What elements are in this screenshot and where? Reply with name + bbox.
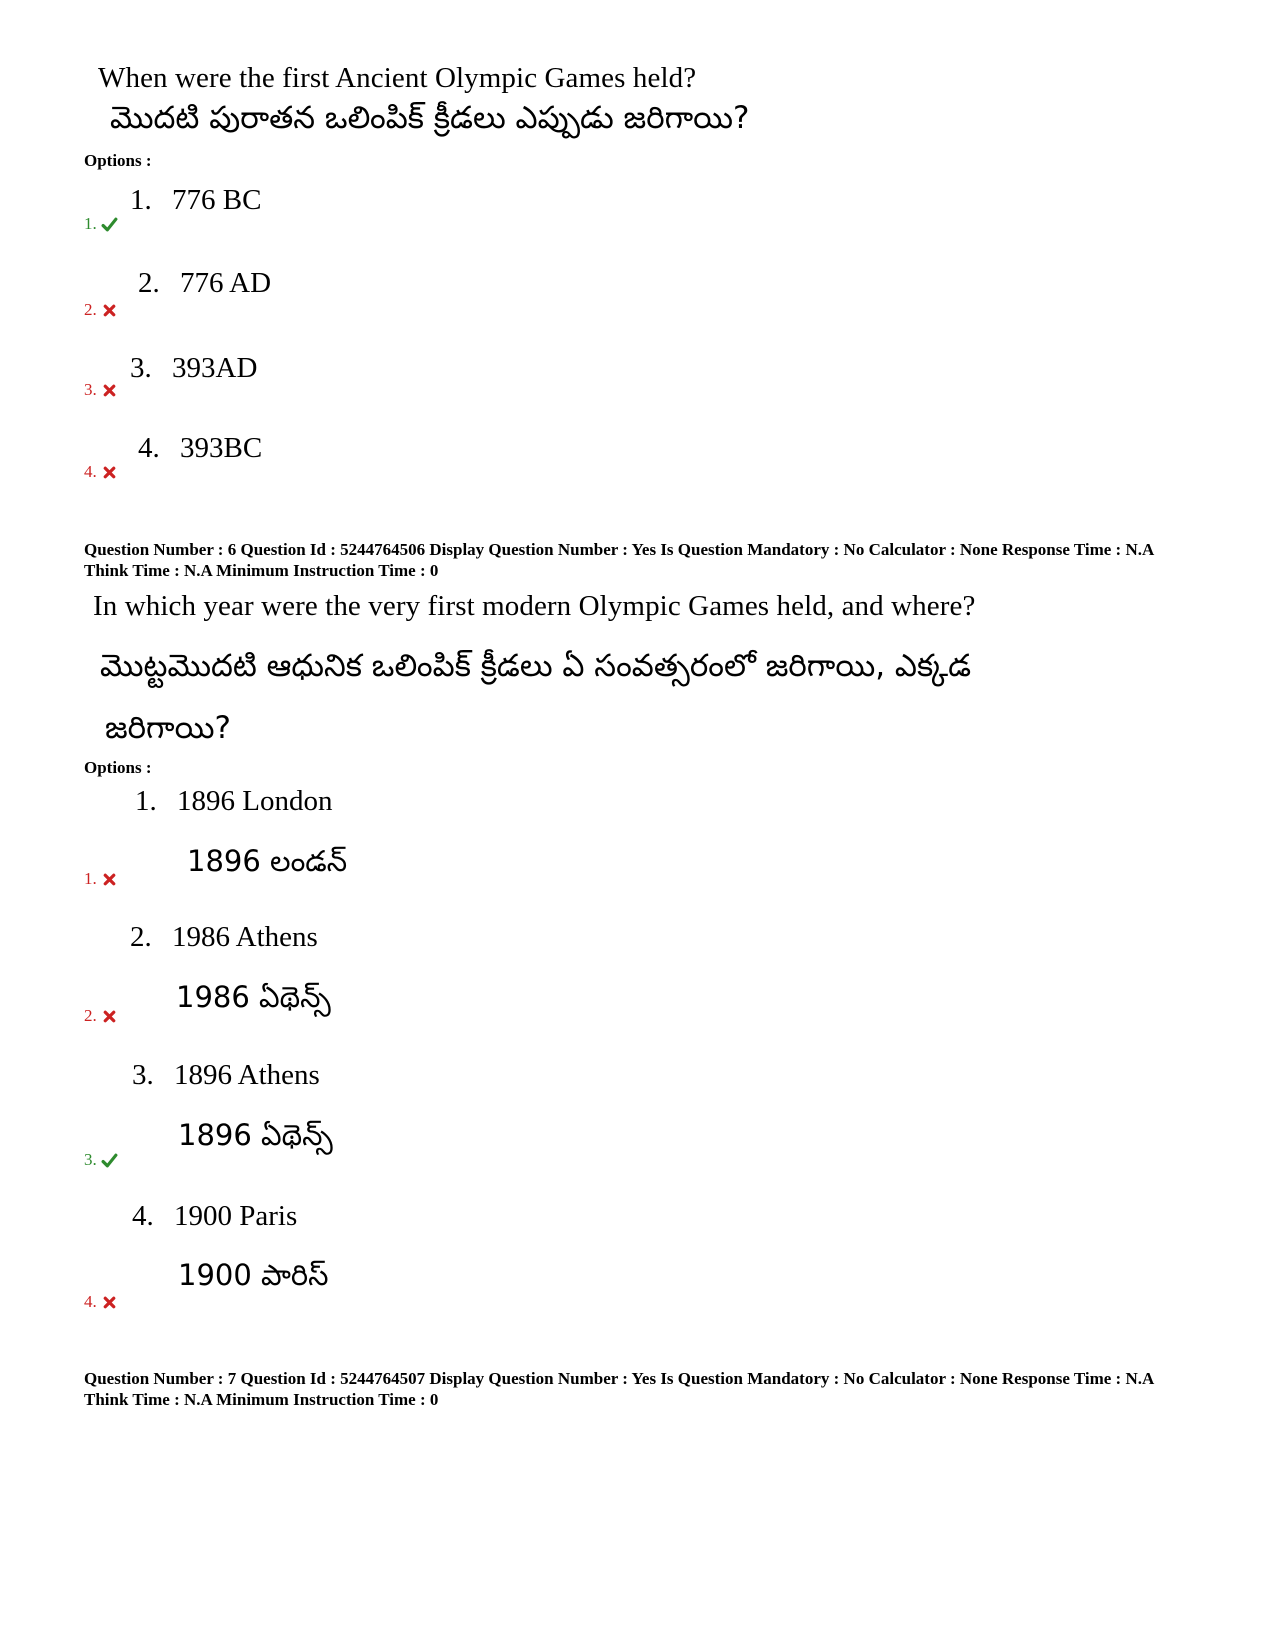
option-text-te: 1896 లండన్ xyxy=(187,844,348,878)
option-value: 776 AD xyxy=(180,267,272,299)
option-index xyxy=(84,1150,118,1170)
option-number: 4. xyxy=(138,432,160,464)
option-index-label: 2. xyxy=(84,1006,97,1025)
option-text-te: 1986 ఏథెన్స్ xyxy=(176,980,331,1014)
option-text xyxy=(132,1059,320,1092)
option-text xyxy=(130,921,318,954)
question-text-te: మొట్టమొదటి ఆధునిక ఒలింపిక్ క్రీడలు ఏ సంవత్సరంలో జరిగాయి, ఎక్కడ xyxy=(100,648,972,684)
option-value: 393AD xyxy=(172,352,258,384)
option-number: 2. xyxy=(138,267,160,299)
option-text-te: 1900 పారిస్ xyxy=(178,1258,329,1292)
option-number: 4. xyxy=(132,1200,154,1232)
option-number: 3. xyxy=(130,352,152,384)
option-value: 1900 Paris xyxy=(174,1200,298,1232)
cross-icon xyxy=(101,464,118,481)
option-index-label: 1. xyxy=(84,869,97,888)
option-text xyxy=(135,785,332,818)
option-index xyxy=(84,214,118,234)
question-text-en: When were the first Ancient Olympic Games held? xyxy=(98,62,697,94)
option-value: 1896 London xyxy=(177,785,333,817)
option-index xyxy=(84,462,118,482)
option-value: 1986 Athens xyxy=(172,921,318,953)
checkmark-icon xyxy=(101,1152,118,1169)
option-index xyxy=(84,869,118,889)
question-text-te: మొదటి పురాతన ఒలింపిక్ క్రీడలు ఎప్పుడు జరిగాయి? xyxy=(110,100,750,136)
option-index-label: 3. xyxy=(84,1150,97,1169)
option-index-label: 1. xyxy=(84,214,97,233)
option-number: 1. xyxy=(130,184,152,216)
option-value: 1896 Athens xyxy=(174,1059,320,1091)
option-index-label: 4. xyxy=(84,462,97,481)
cross-icon xyxy=(101,302,118,319)
question-meta: Question Number : 7 Question Id : 5244764507 Display Question Number : Yes Is Question Mandatory : No Calculator : None Response Time : N.A Think Time : N.A Minimum Instruction Time : 0 xyxy=(84,1369,1154,1409)
option-text-te: 1896 ఏథెన్స్ xyxy=(178,1118,333,1152)
options-label: Options : xyxy=(84,758,152,777)
cross-icon xyxy=(101,1294,118,1311)
option-index-label: 2. xyxy=(84,300,97,319)
question-text-te-cont: జరిగాయి? xyxy=(105,710,231,746)
option-index-label: 3. xyxy=(84,380,97,399)
option-index xyxy=(84,380,118,400)
cross-icon xyxy=(101,1008,118,1025)
cross-icon xyxy=(101,871,118,888)
options-label: Options : xyxy=(84,151,152,170)
option-index-label: 4. xyxy=(84,1292,97,1311)
cross-icon xyxy=(101,382,118,399)
option-text xyxy=(130,184,261,217)
question-text-en: In which year were the very first modern Olympic Games held, and where? xyxy=(93,590,976,622)
checkmark-icon xyxy=(101,216,118,233)
option-text xyxy=(132,1200,297,1233)
option-text xyxy=(138,267,271,300)
option-value: 393BC xyxy=(180,432,263,464)
option-index xyxy=(84,1292,118,1312)
option-index xyxy=(84,300,118,320)
question-meta: Question Number : 6 Question Id : 5244764506 Display Question Number : Yes Is Question Mandatory : No Calculator : None Response Time : N.A Think Time : N.A Minimum Instruction Time : 0 xyxy=(84,540,1154,580)
option-number: 1. xyxy=(135,785,157,817)
option-number: 2. xyxy=(130,921,152,953)
option-value: 776 BC xyxy=(172,184,262,216)
option-number: 3. xyxy=(132,1059,154,1091)
option-text xyxy=(130,352,257,385)
option-index xyxy=(84,1006,118,1026)
option-text xyxy=(138,432,262,465)
